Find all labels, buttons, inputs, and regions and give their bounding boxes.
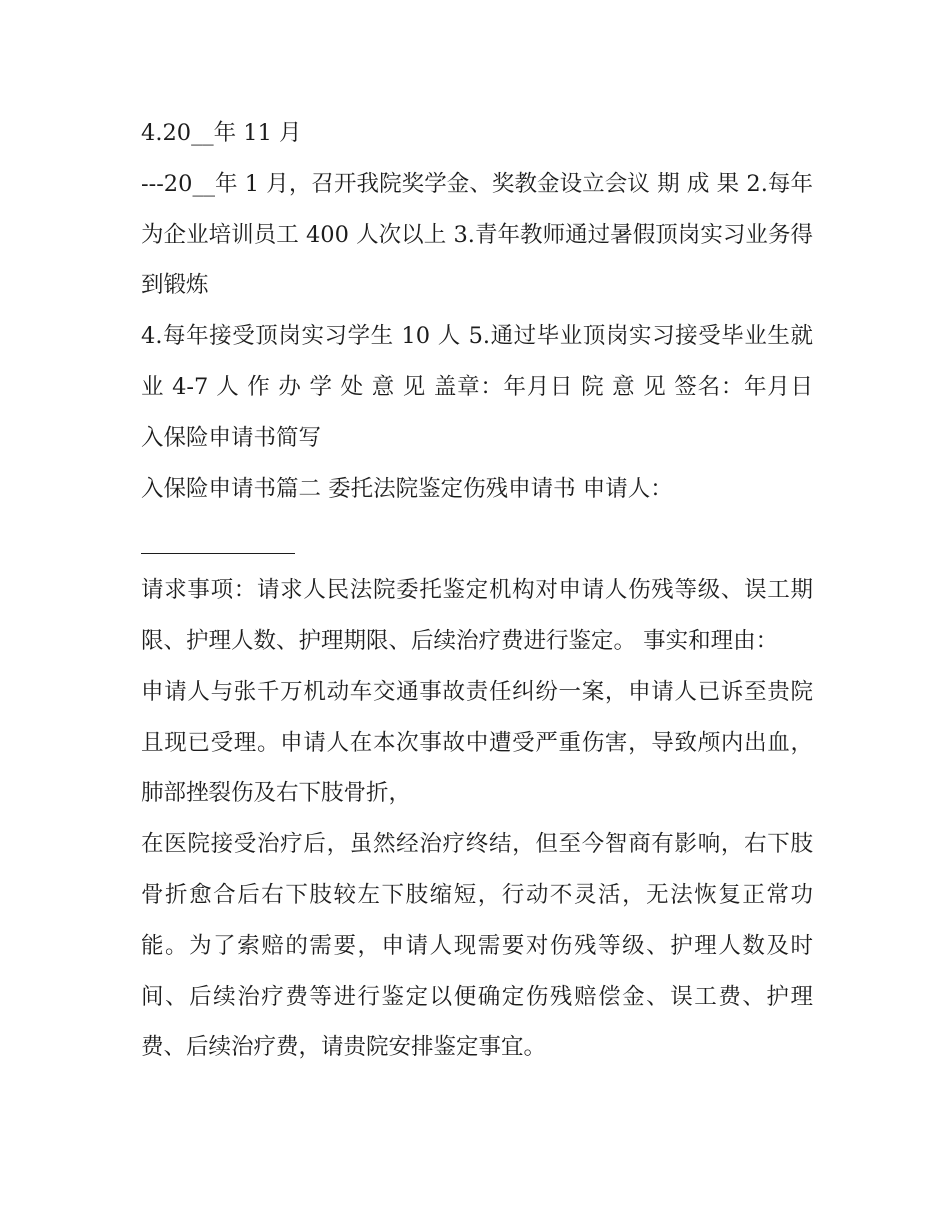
paragraph-request-items: 请求事项：请求人民法院委托鉴定机构对申请人伤残等级、误工期限、护理人数、护理期限、后续治疗费进行鉴定。 事实和理由： [141,577,813,654]
paragraph-date: 4.20__年 11 月 [141,120,302,146]
applicant-blank-line [141,514,295,565]
paragraph-application-title: 入保险申请书篇二 委托法院鉴定伤残申请书 申请人： [141,475,673,502]
document-body [141,108,813,1073]
paragraph-internship-approval: 4.每年接受顶岗实习学生 10 人 5.通过毕业顶岗实习接受毕业生就业 4-7 人 作 办 学 处 意 见 盖章：年月日 院 意 见 签名：年月日 入保险申请书简写 [141,323,813,451]
paragraph-case-facts: 申请人与张千万机动车交通事故责任纠纷一案，申请人已诉至贵院且现已受理。申请人在本次事故中遭受严重伤害，导致颅内出血，肺部挫裂伤及右下肢骨折， [141,678,813,807]
paragraph-treatment-reason: 在医院接受治疗后，虽然经治疗终结，但至今智商有影响，右下肢骨折愈合后右下肢较左下肢缩短，行动不灵活，无法恢复正常功能。为了索赔的需要，申请人现需要对伤残等级、护理人数及时间、后续治疗费等进行鉴定以便确定伤残赔偿金、误工费、护理费、后续治疗费，请贵院安排鉴定事宜。 [141,831,813,1061]
paragraph-schedule-results: ---20__年 1 月，召开我院奖学金、奖教金设立会议 期 成 果 2.每年为企业培训员工 400 人次以上 3.青年教师通过暑假顶岗实习业务得到锻炼 [141,170,813,299]
